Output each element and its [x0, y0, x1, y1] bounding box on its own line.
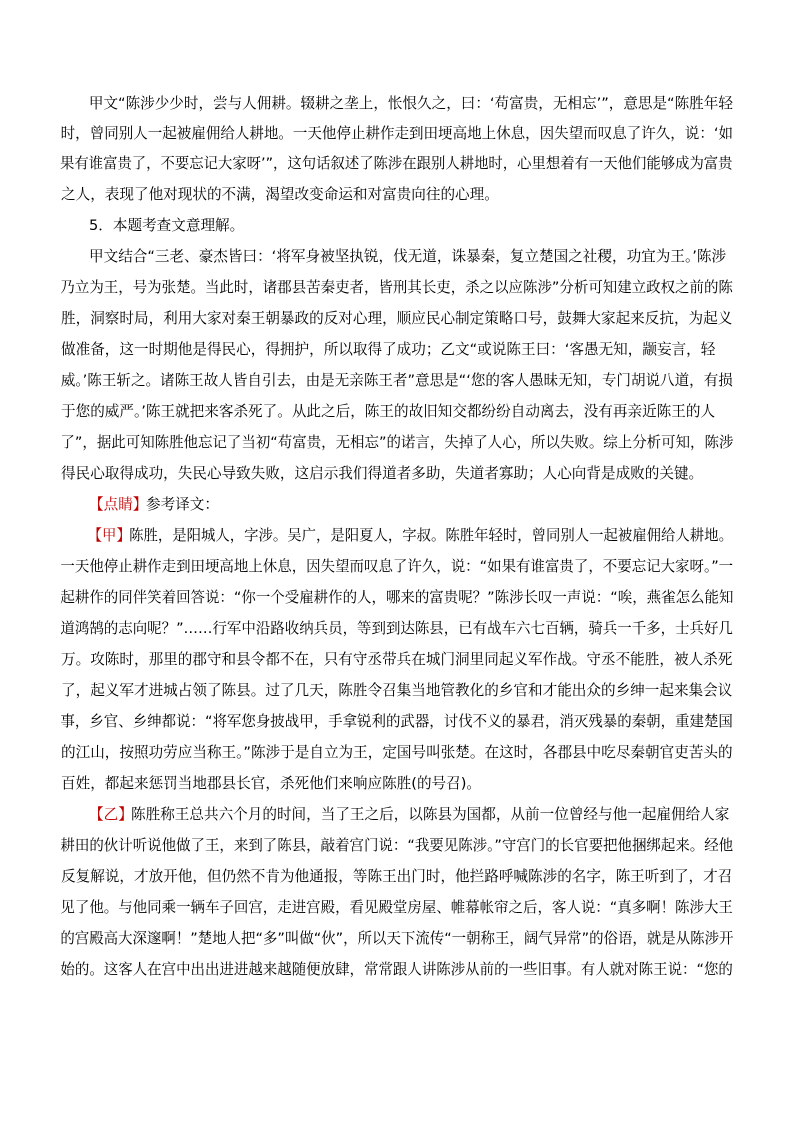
paragraph-line — [0, 522, 782, 550]
line-text: 一天他停止耕作走到田埂高地上休息，因失望而叹息了许久，说：“如果有谁富贵了，不要忘记大家呀。”一 — [60, 558, 734, 575]
paragraph-line — [0, 770, 794, 798]
line-text: 参考译文： — [146, 496, 219, 513]
section-tag: 【甲】 — [87, 527, 131, 544]
paragraph-line — [0, 739, 794, 767]
paragraph-line — [0, 894, 786, 922]
line-text: 万。攻陈时，那里的郡守和县令都不在，只有守丞带兵在城门洞里同起义军作战。守丞不能胜，被人杀死 — [61, 651, 733, 668]
paragraph-line — [0, 615, 786, 643]
paragraph-line — [0, 553, 786, 581]
line-text: 始的。这客人在宫中出出进进越来越随便放肆，常常跟人讲陈涉从前的一些旧事。有人就对陈王说：“您的 — [60, 961, 733, 978]
section-tag: 【点睛】 — [89, 496, 148, 513]
line-text: 百姓，都起来惩罚当地郡县长官，杀死他们来响应陈胜(的号召)。 — [61, 775, 482, 792]
line-text: 胜，洞察时局，利用大家对秦王朝暴政的反对心理，顺应民心制定策略口号，鼓舞大家起来反抗，为起义 — [61, 310, 733, 327]
paragraph-line — [0, 120, 790, 148]
line-text: 果有谁富贵了，不要忘记大家呀’”，这句话叙述了陈涉在跟别人耕地时，心里想着有一天他们能够成为富贵 — [60, 155, 733, 172]
paragraph-line — [0, 677, 794, 705]
paragraph-line — [0, 429, 786, 457]
question-heading — [0, 212, 794, 240]
line-text: 甲文“陈涉少少时，尝与人佣耕。辍耕之垄上，怅恨久之，曰：‘苟富贵，无相忘’”，意思是“陈胜年轻 — [88, 95, 733, 112]
paragraph-line — [0, 150, 781, 178]
line-text: 于您的威严。’陈王就把来客杀死了。从此之后，陈王的故旧知交都纷纷自动离去，没有再亲近陈王的人 — [61, 403, 716, 420]
line-text: 了”，据此可知陈胜他忘记了当初“苟富贵，无相忘”的诺言，失掉了人心，所以失败。综上分析可知，陈涉 — [60, 434, 734, 451]
paragraph-line — [0, 646, 794, 674]
section-tag: 【乙】 — [89, 806, 133, 823]
line-text: 道鸿鹄的志向呢？”……行军中沿路收纳兵员，等到到达陈县，已有战车六七百辆，骑兵一千多，士兵好几 — [60, 620, 733, 637]
line-text: 威。’陈王斩之。诸陈王故人皆自引去，由是无亲陈王者”意思是“‘您的客人愚昧无知，专门胡说八道，有损 — [60, 372, 733, 389]
line-text: 的宫殿高大深邃啊！”楚地人把“多”叫做“伙”，所以天下流传“一朝称王，阔气异常”的俗语，就是从陈涉开 — [60, 930, 734, 947]
line-text: 耕田的伙计听说他做了王，来到了陈县，敲着宫门说：“我要见陈涉。”守宫门的长官要把他捆绑起来。经他 — [60, 837, 734, 854]
paragraph-line — [0, 832, 786, 860]
line-text: 之人，表现了他对现状的不满，渴望改变命运和对富贵向往的心理。 — [61, 186, 499, 203]
paragraph-line — [0, 274, 786, 302]
paragraph-line — [0, 181, 794, 209]
line-text: 的江山，按照功劳应当称王。”陈涉于是自立为王，定国号叫张楚。在这时，各郡县中吃尽秦朝官吏苦头的 — [61, 744, 733, 761]
paragraph-line — [0, 243, 794, 271]
line-text: 了，起义军才进城占领了陈县。过了几天，陈胜令召集当地管教化的乡官和才能出众的乡绅一起来集会议 — [61, 682, 733, 699]
line-text: 时，曾同别人一起被雇佣给人耕地。一天他停止耕作走到田埂高地上休息，因失望而叹息了许久，说：‘如 — [60, 125, 733, 142]
paragraph-line — [0, 305, 794, 333]
line-text: 见了他。与他同乘一辆车子回宫，走进宫殿，看见殿堂房屋、帷幕帐帘之后，客人说：“真多啊！陈涉大王 — [60, 899, 733, 916]
line-text: 5．本题考查文意理解。 — [89, 217, 245, 234]
paragraph-line — [0, 925, 785, 953]
line-text: 得民心取得成功，失民心导致失败，这启示我们得道者多助，失道者寡助；人心向背是成败的关键。 — [61, 465, 704, 482]
paragraph-line — [0, 336, 794, 364]
paragraph-line — [0, 584, 786, 612]
line-text: 乃立为王，号为张楚。当此时，诸郡县苦秦吏者，皆刑其长吏，杀之以应陈涉”分析可知建立政权之前的陈 — [60, 279, 733, 296]
line-text: 事，乡官、乡绅都说：“将军您身披战甲，手拿锐利的武器，讨伐不义的暴君，消灭残暴的秦朝，重建楚国 — [60, 713, 733, 730]
line-text: 起耕作的同伴笑着回答说：“你一个受雇耕作的人，哪来的富贵呢？”陈涉长叹一声说：“唉，燕雀怎么能知 — [60, 589, 734, 606]
line-text: 做准备，这一时期他是得民心，得拥护，所以取得了成功；乙文“或说陈王曰：‘客愚无知，颛妄言，轻 — [61, 341, 716, 358]
paragraph-line — [0, 460, 794, 488]
paragraph-line — [0, 90, 793, 118]
line-text: 甲文结合“三老、豪杰皆曰：‘将军身被坚执锐，伐无道，诛暴秦，复立楚国之社稷，功宜为王。’陈涉 — [89, 248, 727, 265]
line-text: 陈胜，是阳城人，字涉。吴广，是阳夏人，字叔。陈胜年轻时，曾同别人一起被雇佣给人耕地。 — [129, 527, 733, 544]
paragraph-line — [0, 491, 794, 519]
paragraph-line — [0, 367, 792, 395]
line-text: 陈胜称王总共六个月的时间，当了王之后，以陈县为国都，从前一位曾经与他一起雇佣给人家 — [131, 806, 730, 823]
paragraph-line — [0, 801, 794, 829]
line-text: 反复解说，才放开他，但仍然不肯为他通报，等陈王出门时，他拦路呼喊陈涉的名字，陈王听到了，才召 — [61, 868, 733, 885]
paragraph-line — [0, 708, 786, 736]
paragraph-line — [0, 398, 794, 426]
paragraph-line — [0, 863, 794, 891]
paragraph-line — [0, 956, 786, 984]
